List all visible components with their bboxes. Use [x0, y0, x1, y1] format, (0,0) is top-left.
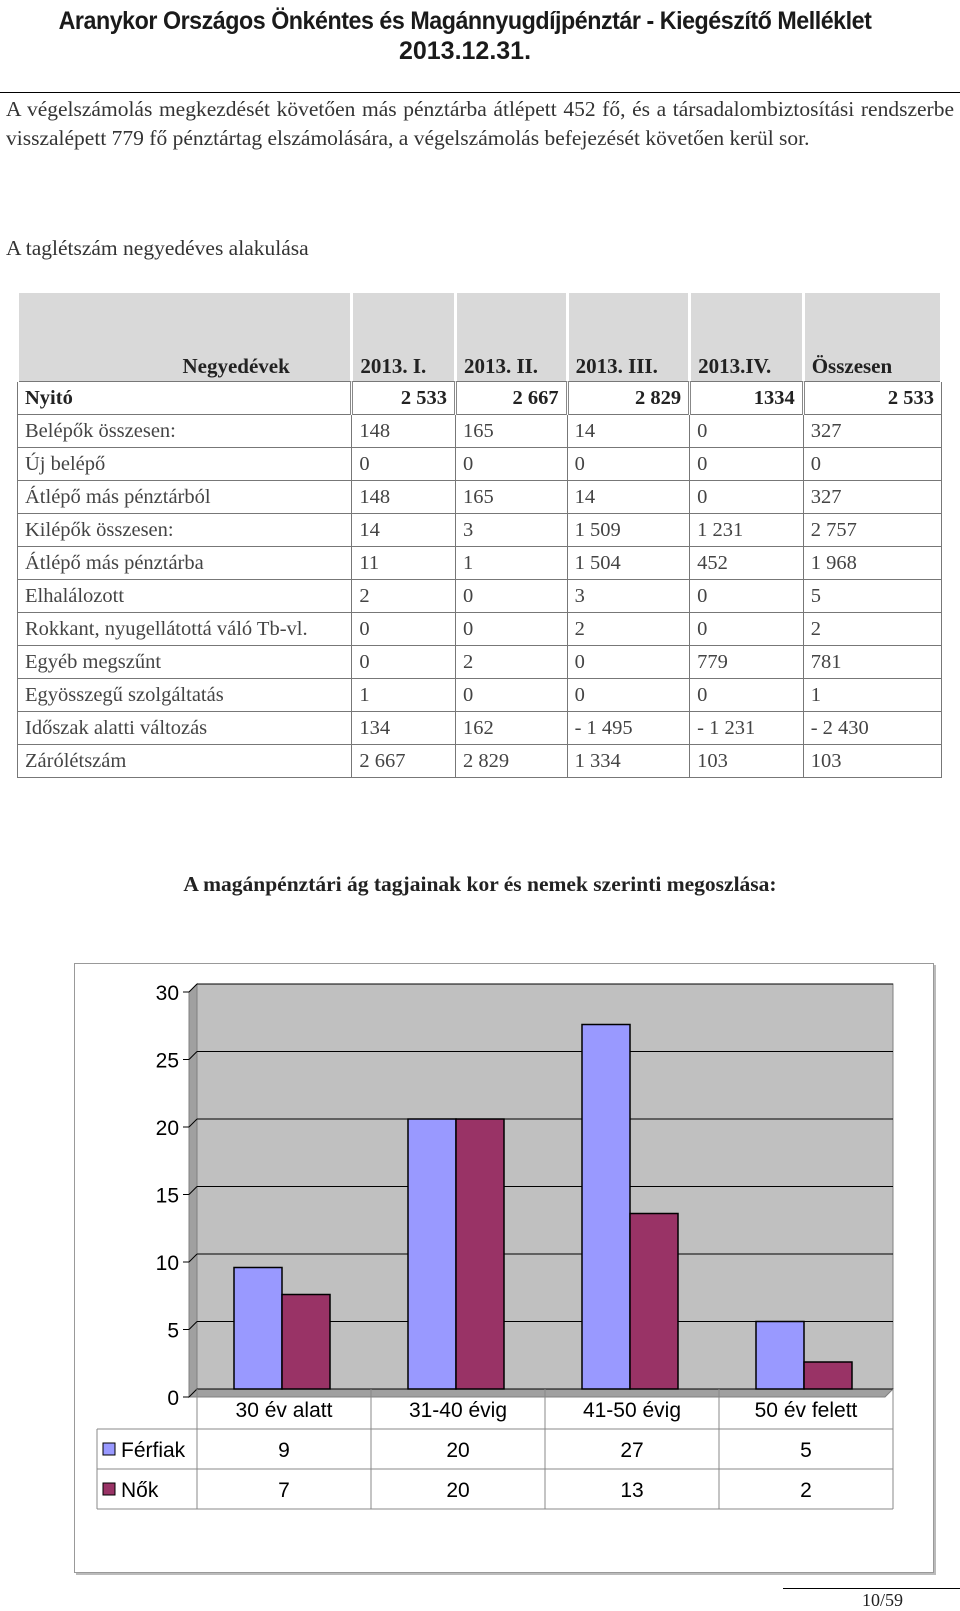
table-cell: 2	[567, 613, 690, 646]
chart-frame	[74, 963, 934, 1573]
table-cell: 1 509	[567, 514, 690, 547]
table-cell: 1	[455, 547, 567, 580]
table-cell: 0	[352, 646, 456, 679]
table-row	[18, 481, 942, 514]
bar	[756, 1322, 804, 1390]
row-label: Időszak alatti változás	[18, 712, 352, 745]
table-cell: 0	[567, 646, 690, 679]
table-header-cell: 2013. III.	[567, 293, 690, 382]
y-tick-label: 30	[155, 982, 179, 1005]
legend-swatch	[103, 1443, 115, 1455]
table-cell: 1	[803, 679, 941, 712]
table-cell: 1 504	[567, 547, 690, 580]
table-cell: 3	[455, 514, 567, 547]
table-row	[18, 448, 942, 481]
table-row	[18, 547, 942, 580]
data-label: 9	[278, 1439, 290, 1462]
bar	[582, 1025, 630, 1390]
row-label: Egyösszegű szolgáltatás	[18, 679, 352, 712]
table-cell: - 1 495	[567, 712, 690, 745]
y-tick-label: 0	[167, 1387, 179, 1410]
bar	[408, 1119, 456, 1389]
table-cell: 2	[352, 580, 456, 613]
table-cell: 0	[690, 580, 804, 613]
table-cell: 0	[352, 613, 456, 646]
table-cell: 0	[352, 448, 456, 481]
row-label: Rokkant, nyugellátottá váló Tb-vl.	[18, 613, 352, 646]
table-row	[18, 415, 942, 448]
table-cell: 14	[352, 514, 456, 547]
category-label: 30 év alatt	[235, 1399, 333, 1422]
table-cell: 0	[455, 448, 567, 481]
table-cell: 0	[803, 448, 941, 481]
y-tick-label: 15	[155, 1184, 179, 1208]
legend-label: Férfiak	[121, 1439, 186, 1462]
table-cell: 148	[352, 481, 456, 514]
table-cell: 2 533	[803, 382, 941, 415]
table-cell: 148	[352, 415, 456, 448]
y-tick-label: 5	[167, 1319, 179, 1343]
table-cell: 14	[567, 481, 690, 514]
table-row	[18, 679, 942, 712]
table-cell: 1334	[690, 382, 804, 415]
data-label: 20	[446, 1479, 470, 1502]
table-row	[18, 712, 942, 745]
row-label: Elhalálozott	[18, 580, 352, 613]
table-cell: 2 667	[455, 382, 567, 415]
table-cell: 14	[567, 415, 690, 448]
table-cell: 5	[803, 580, 941, 613]
page-header	[0, 6, 930, 66]
row-label: Átlépő más pénztárba	[18, 547, 352, 580]
data-label: 7	[278, 1479, 290, 1502]
table-cell: 781	[803, 646, 941, 679]
table-header-cell: Összesen	[803, 293, 941, 382]
data-label: 20	[446, 1439, 470, 1462]
data-label: 13	[620, 1479, 644, 1502]
page-number: 10/59	[862, 1590, 904, 1610]
table-cell: 103	[690, 745, 804, 778]
bar	[282, 1295, 330, 1390]
table-cell: 0	[455, 679, 567, 712]
table-header-cell: 2013. II.	[455, 293, 567, 382]
table-cell: 327	[803, 481, 941, 514]
row-label: Zárólétszám	[18, 745, 352, 778]
table-cell: 11	[352, 547, 456, 580]
table-cell: - 1 231	[690, 712, 804, 745]
table-cell: - 2 430	[803, 712, 941, 745]
header-rule	[0, 92, 960, 93]
plot-floor	[189, 1389, 893, 1397]
category-label: 41-50 évig	[582, 1399, 682, 1422]
header-date: 2013.12.31.	[398, 37, 532, 65]
table-cell: 1 231	[690, 514, 804, 547]
table-heading: A taglétszám negyedéves alakulása	[6, 236, 309, 260]
table-row	[18, 514, 942, 547]
table-cell: 0	[690, 481, 804, 514]
table-header-cell: 2013. I.	[352, 293, 456, 382]
age-gender-bar-chart	[75, 964, 933, 1572]
table-cell: 2 667	[352, 745, 456, 778]
legend-swatch	[103, 1483, 115, 1495]
table-cell: 0	[455, 613, 567, 646]
table-cell: 103	[803, 745, 941, 778]
legend-label: Nők	[121, 1479, 159, 1502]
table-cell: 165	[455, 415, 567, 448]
row-label: Belépők összesen:	[18, 415, 352, 448]
table-row	[18, 646, 942, 679]
table-cell: 2	[803, 613, 941, 646]
category-label: 50 év felett	[754, 1399, 858, 1422]
table-header-row	[18, 293, 942, 382]
y-tick-label: 25	[155, 1049, 179, 1073]
table-row	[18, 580, 942, 613]
table-row	[18, 745, 942, 778]
table-cell: 162	[455, 712, 567, 745]
membership-table	[16, 292, 943, 778]
table-cell: 2 533	[352, 382, 456, 415]
bar	[456, 1119, 504, 1389]
table-row	[18, 613, 942, 646]
bar	[630, 1214, 678, 1390]
table-cell: 0	[567, 448, 690, 481]
row-label: Egyéb megszűnt	[18, 646, 352, 679]
row-label: Új belépő	[18, 448, 352, 481]
table-header-cell: 2013.IV.	[690, 293, 804, 382]
row-label: Kilépők összesen:	[18, 514, 352, 547]
table-cell: 1 334	[567, 745, 690, 778]
data-label: 2	[800, 1479, 812, 1502]
table-cell: 0	[690, 415, 804, 448]
table-cell: 0	[690, 679, 804, 712]
footer-rule	[783, 1588, 960, 1589]
table-cell: 3	[567, 580, 690, 613]
row-label: Nyitó	[18, 382, 352, 415]
table-cell: 2 829	[567, 382, 690, 415]
table-cell: 2 829	[455, 745, 567, 778]
table-header-cell: Negyedévek	[18, 293, 352, 382]
bar	[804, 1362, 852, 1389]
table-cell: 0	[567, 679, 690, 712]
table-cell: 2	[455, 646, 567, 679]
table-cell: 327	[803, 415, 941, 448]
table-cell: 0	[690, 448, 804, 481]
table-cell: 2 757	[803, 514, 941, 547]
data-label: 5	[800, 1439, 812, 1462]
header-title: Aranykor Országos Önkéntes és Magánnyugdíjpénztár - Kiegészítő Melléklet	[58, 7, 872, 35]
category-label: 31-40 évig	[408, 1399, 508, 1422]
table-cell: 1 968	[803, 547, 941, 580]
table-cell: 0	[690, 613, 804, 646]
data-label: 27	[620, 1439, 644, 1462]
bar	[234, 1268, 282, 1390]
y-tick-label: 20	[155, 1117, 179, 1140]
table-cell: 452	[690, 547, 804, 580]
table-row	[18, 382, 942, 415]
chart-heading: A magánpénztári ág tagjainak kor és nemek szerinti megoszlása:	[183, 872, 777, 896]
table-cell: 1	[352, 679, 456, 712]
table-cell: 0	[455, 580, 567, 613]
intro-paragraph: A végelszámolás megkezdését követően más pénztárba átlépett 452 fő, és a társadalombiztosítási rendszerbe visszalépett 779 fő pénztártag elszámolására, a végelszámolás befejezését követően kerül sor.	[6, 97, 954, 150]
row-label: Átlépő más pénztárból	[18, 481, 352, 514]
table-cell: 134	[352, 712, 456, 745]
y-tick-label: 10	[155, 1252, 179, 1275]
table-cell: 779	[690, 646, 804, 679]
table-cell: 165	[455, 481, 567, 514]
